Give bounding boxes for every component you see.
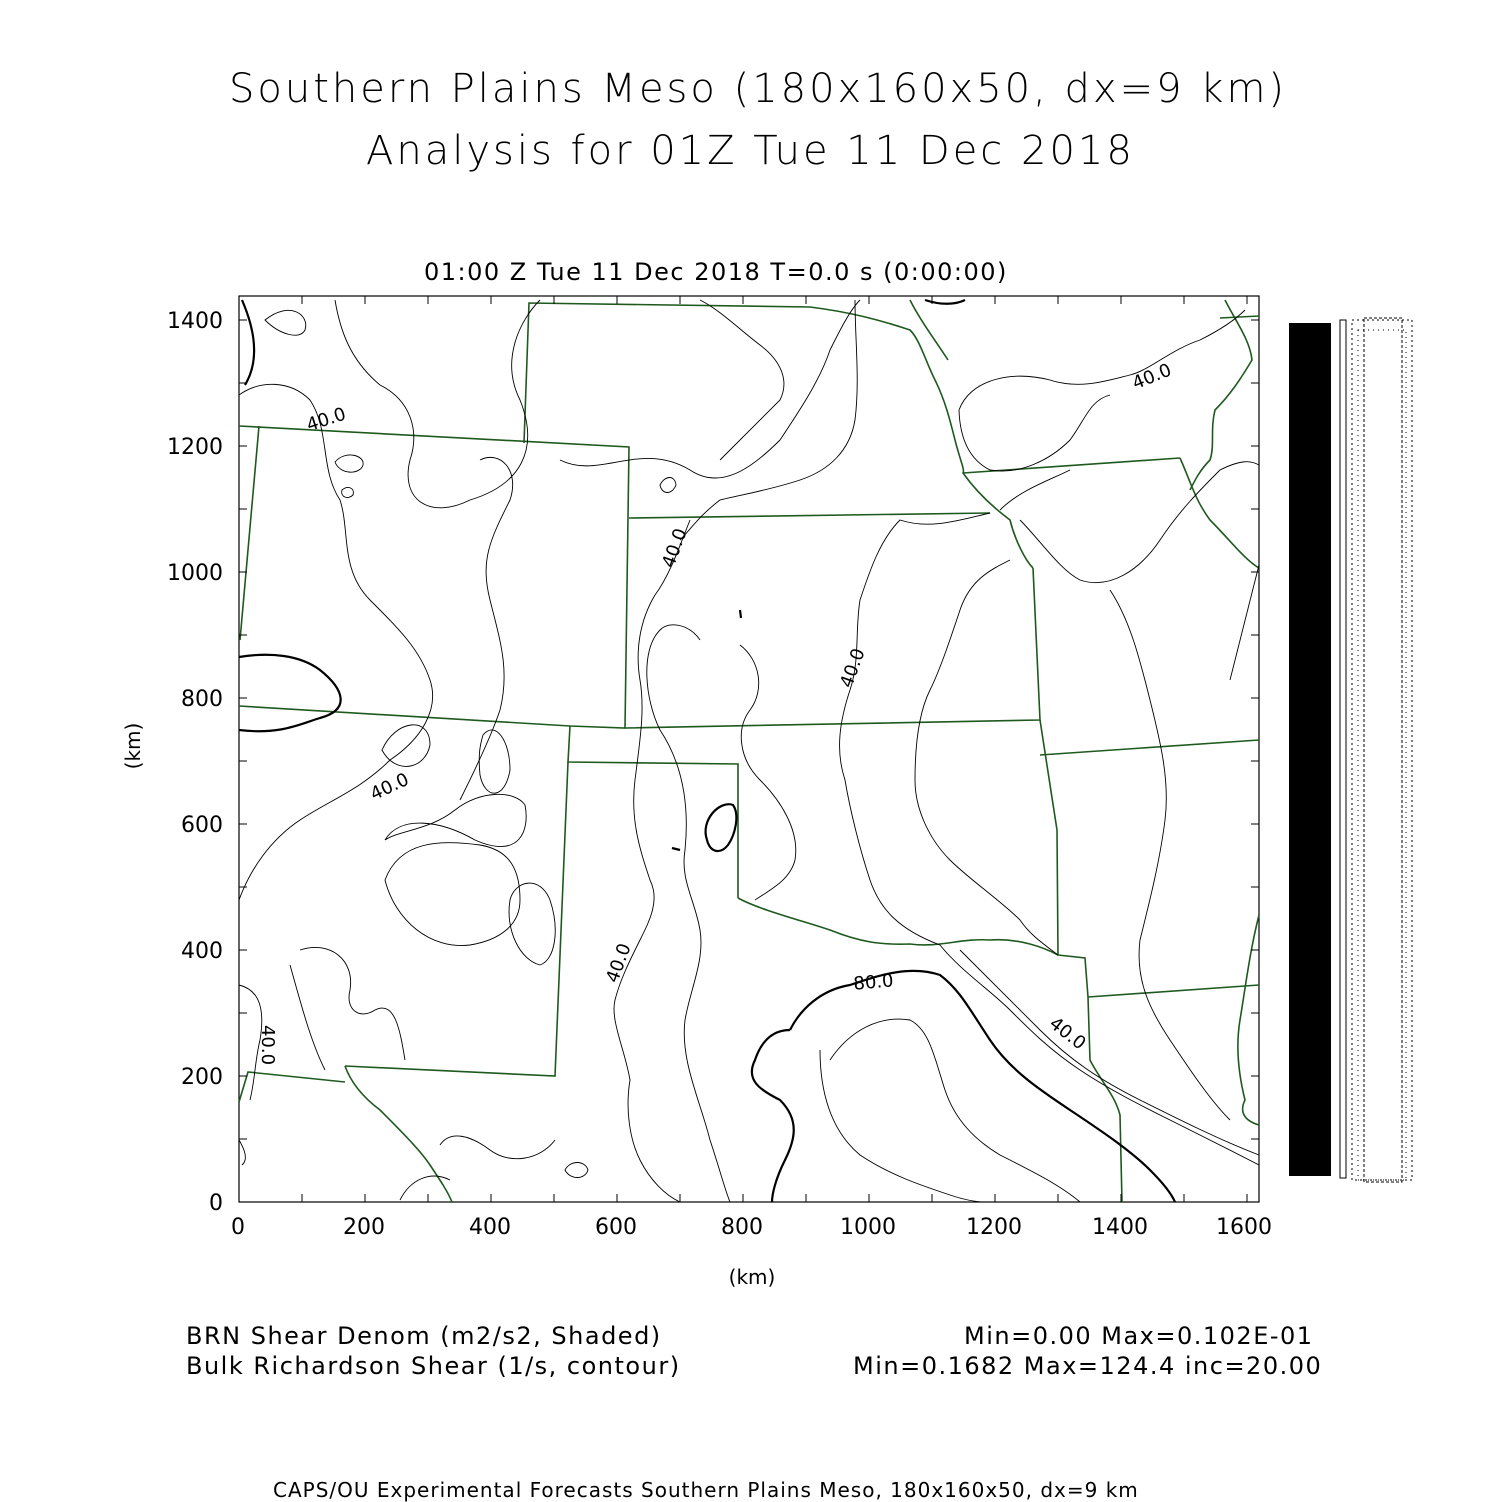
y-tick-label: 200 — [181, 1065, 223, 1090]
footer-credit: CAPS/OU Experimental Forecasts Southern Plains Meso, 180x160x50, dx=9 km — [273, 1478, 1139, 1502]
colorbar — [1289, 323, 1331, 1176]
contour-label: 40.0 — [1129, 359, 1175, 395]
x-tick-label: 400 — [469, 1215, 511, 1240]
colorbar-tick-labels — [1340, 318, 1412, 1182]
shaded-field-label: BRN Shear Denom (m2/s2, Shaded) — [186, 1322, 662, 1350]
x-tick-label: 1000 — [840, 1215, 896, 1240]
contour-label: 40.0 — [602, 940, 636, 986]
y-tick-label: 800 — [181, 687, 223, 712]
x-axis-label: (km) — [728, 1265, 776, 1289]
x-tick-label: 800 — [721, 1215, 763, 1240]
title-line-2: Analysis for 01Z Tue 11 Dec 2018 — [366, 128, 1135, 174]
y-tick-label: 1200 — [167, 435, 223, 460]
y-tick-label: 0 — [209, 1191, 223, 1216]
contour-label: 40.0 — [367, 769, 413, 806]
title-line-1: Southern Plains Meso (180x160x50, dx=9 km) — [229, 66, 1288, 112]
x-tick-label: 600 — [595, 1215, 637, 1240]
contour-field-label: Bulk Richardson Shear (1/s, contour) — [186, 1352, 681, 1380]
x-tick-label: 200 — [343, 1215, 385, 1240]
y-tick-label: 600 — [181, 813, 223, 838]
y-tick-label: 400 — [181, 939, 223, 964]
y-tick-label: 1000 — [167, 561, 223, 586]
contour-label: 80.0 — [852, 970, 895, 995]
x-tick-label: 0 — [231, 1215, 245, 1240]
contour-label: 40.0 — [1045, 1013, 1090, 1055]
state-borders — [239, 300, 1259, 1202]
plot-frame — [239, 296, 1259, 1202]
contour-label: 40.0 — [836, 645, 870, 691]
contour-label: 40.0 — [658, 525, 692, 571]
contour-label: 40.0 — [303, 403, 349, 436]
contour-label: 40.0 — [257, 1024, 278, 1066]
contour-field-stats: Min=0.1682 Max=124.4 inc=20.00 — [853, 1352, 1323, 1380]
shaded-field-stats: Min=0.00 Max=0.102E-01 — [964, 1322, 1314, 1350]
x-tick-label: 1400 — [1092, 1215, 1148, 1240]
x-tick-label: 1200 — [966, 1215, 1022, 1240]
x-tick-label: 1600 — [1216, 1215, 1272, 1240]
axis-ticks — [239, 296, 1259, 1202]
contours-thick — [239, 300, 1175, 1202]
y-tick-label: 1400 — [167, 309, 223, 334]
time-label: 01:00 Z Tue 11 Dec 2018 T=0.0 s (0:00:00) — [424, 258, 1008, 286]
y-axis-label: (km) — [121, 722, 145, 770]
